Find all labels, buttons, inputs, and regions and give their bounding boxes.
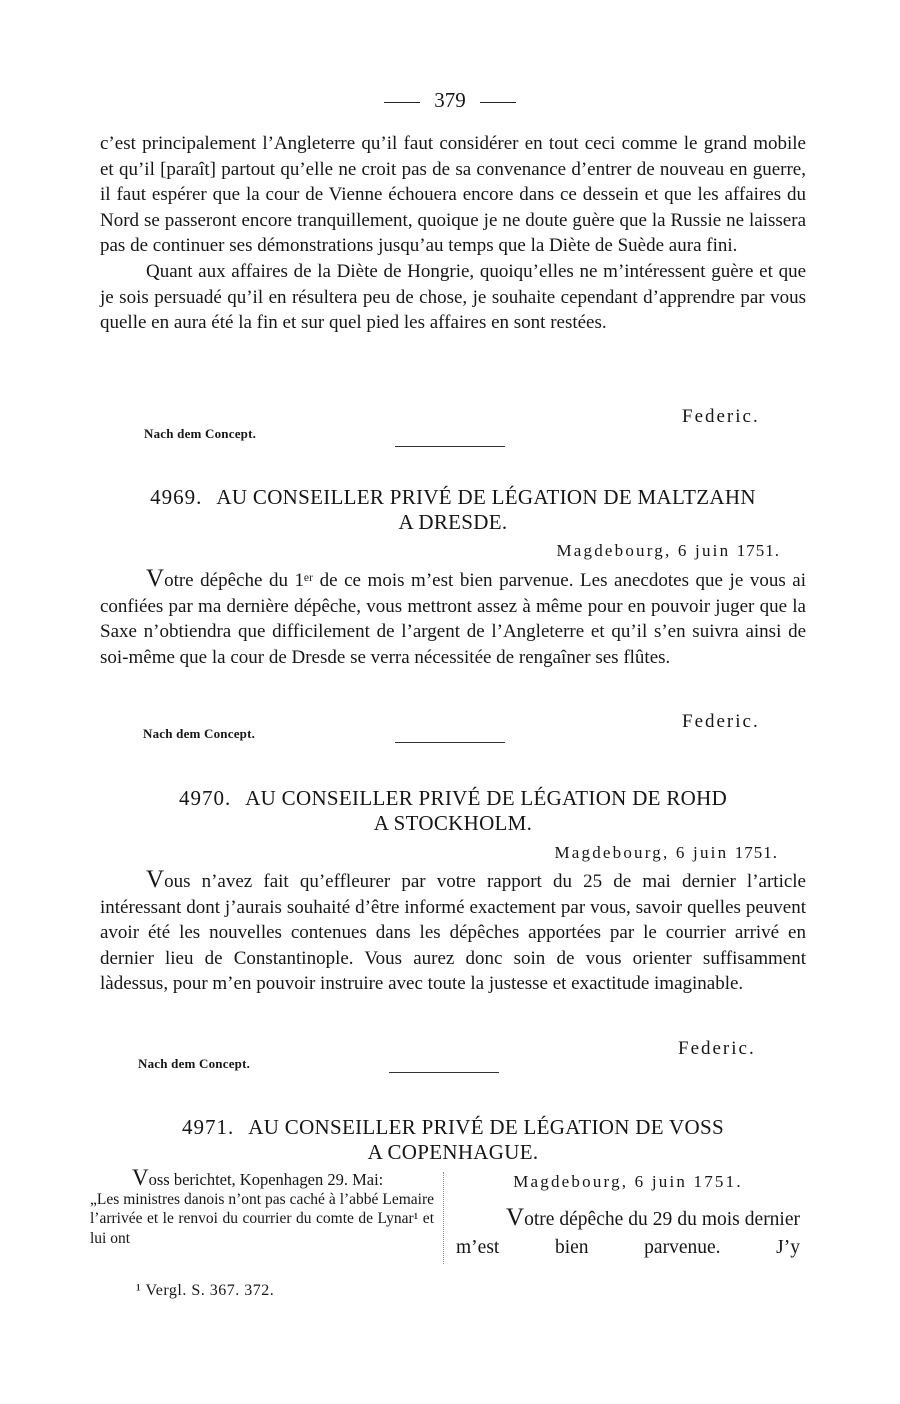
letter-4969-signature: Federic. [682,711,760,732]
letter-4971-reply-text: otre dépêche du 29 du mois dernier m’est bien parvenue. J’y [456,1209,800,1258]
letter-4969-recipient: AU CONSEILLER PRIVÉ DE LÉGATION DE MALTZAHN [216,485,756,509]
continuation-source-note: Nach dem Concept. [144,426,257,441]
letter-4969-paragraph [100,566,806,670]
letter-4970-source-note: Nach dem Concept. [138,1056,251,1071]
letter-4971-date-place: Magdebourg, 6 juin [513,1172,694,1191]
separator-rule [395,446,505,447]
letter-4969-initial: V [146,565,165,592]
letter-4971-reply-initial: V [506,1204,525,1231]
letter-4969-body [100,566,806,670]
separator-rule [395,742,505,743]
continuation-text [100,131,806,336]
page-number: 379 [434,88,466,112]
letter-4971-report-heading-text: oss berichtet, Kopenhagen 29. Mai: [148,1170,384,1189]
letter-4971-report-text: „Les ministres danois n’ont pas caché à l’abbé Lemaire l’arrivée et le renvoi du courrier du comte de Lynar¹ et lui ont [90,1190,434,1247]
letter-4971-destination: A COPENHAGUE. [367,1140,539,1164]
letter-4970-body [100,867,806,997]
separator-rule [389,1072,499,1073]
letter-4970-date-year: 1751. [734,843,778,862]
letter-4971-report-heading [90,1165,434,1190]
continuation-paragraph-2: Quant aux affaires de la Diète de Hongrie, quoiqu’elles ne m’intéressent guère et que je sois persuadé qu’il en résultera peu de chose, je souhaite cependant d’apprendre par vous quelle en aura été la fin et sur quel pied les affaires en sont restées. [100,260,806,334]
letter-4969-source-note: Nach dem Concept. [143,726,256,741]
header-dash-left [384,102,420,103]
letter-4970-text: ous n’avez fait qu’effleurer par votre rapport du 25 de mai dernier l’article intéressant dont j’aurais souhaité d’être informé exactement par vous, savoir quelles peuvent avoir été les nouvelles contenues dans les dépêches apportées par le courrier arrivé en dernier lieu de Constantinople. Vous aurez donc soin de vous orienter suffisamment làdessus, pour m’en pouvoir instruire avec toute la justesse et exactitude imaginable. [100,871,806,995]
letter-4970-signature: Federic. [678,1038,756,1059]
continuation-signature: Federic. [682,406,760,427]
letter-4971-reply-column [456,1172,800,1262]
letter-4970-paragraph [100,867,806,997]
letter-4971-report-initial: V [132,1165,149,1190]
letter-4969-text: otre dépêche du 1ᵉʳ de ce mois m’est bien parvenue. Les anecdotes que je vous ai confiées par ma dernière dépêche, vous mettront assez à même pour en pouvoir juger que la Saxe n’obtiendra que difficilement de l’argent de l’Angleterre et qu’il s’en suivra ainsi de soi-même que la cour de Dresde se verra nécessitée de rengaîner ses flûtes. [100,570,806,668]
letter-4971-date-year: 1751. [693,1172,743,1191]
letter-4970-date-place: Magdebourg, 6 juin [554,843,735,862]
continuation-paragraph-1: c’est principalement l’Angleterre qu’il faut considérer en tout ceci comme le grand mobile et qu’il [paraît] partout qu’elle ne croit pas de sa convenance d’entrer de nouveau en guerre, il faut espérer que la cour de Vienne échouera encore dans ce dessein et que les affaires du Nord se passeront encore tranquillement, quoique je ne doute guère que la Russie ne laissera pas de continuer ses démonstrations jusqu’au temps que la Diète de Suède aura fini. [100,133,806,257]
page-header [0,88,900,113]
letter-4971-number: 4971. [182,1115,235,1139]
letter-4970-recipient: AU CONSEILLER PRIVÉ DE LÉGATION DE ROHD [245,786,728,810]
letter-4971-date [456,1172,800,1192]
letter-4969-title [100,485,806,535]
letter-4970-initial: V [146,866,165,893]
letter-4971-recipient: AU CONSEILLER PRIVÉ DE LÉGATION DE VOSS [248,1115,724,1139]
letter-4970-title [100,786,806,836]
letter-4971-title [100,1115,806,1165]
letter-4970-destination: A STOCKHOLM. [373,811,533,835]
letter-4969-date-place: Magdebourg, 6 juin [556,541,737,560]
column-separator [443,1172,444,1264]
letter-4971-report-column [90,1165,434,1248]
letter-4970-date [398,843,778,863]
header-dash-right [480,102,516,103]
letter-4969-destination: A DRESDE. [398,510,508,534]
letter-4970-number: 4970. [178,786,232,810]
letter-4969-number: 4969. [150,485,203,509]
letter-4971-reply-paragraph [456,1204,800,1262]
footnote: ¹ Vergl. S. 367. 372. [136,1282,275,1299]
letter-4969-date [400,541,780,561]
letter-4969-date-year: 1751. [736,541,780,560]
